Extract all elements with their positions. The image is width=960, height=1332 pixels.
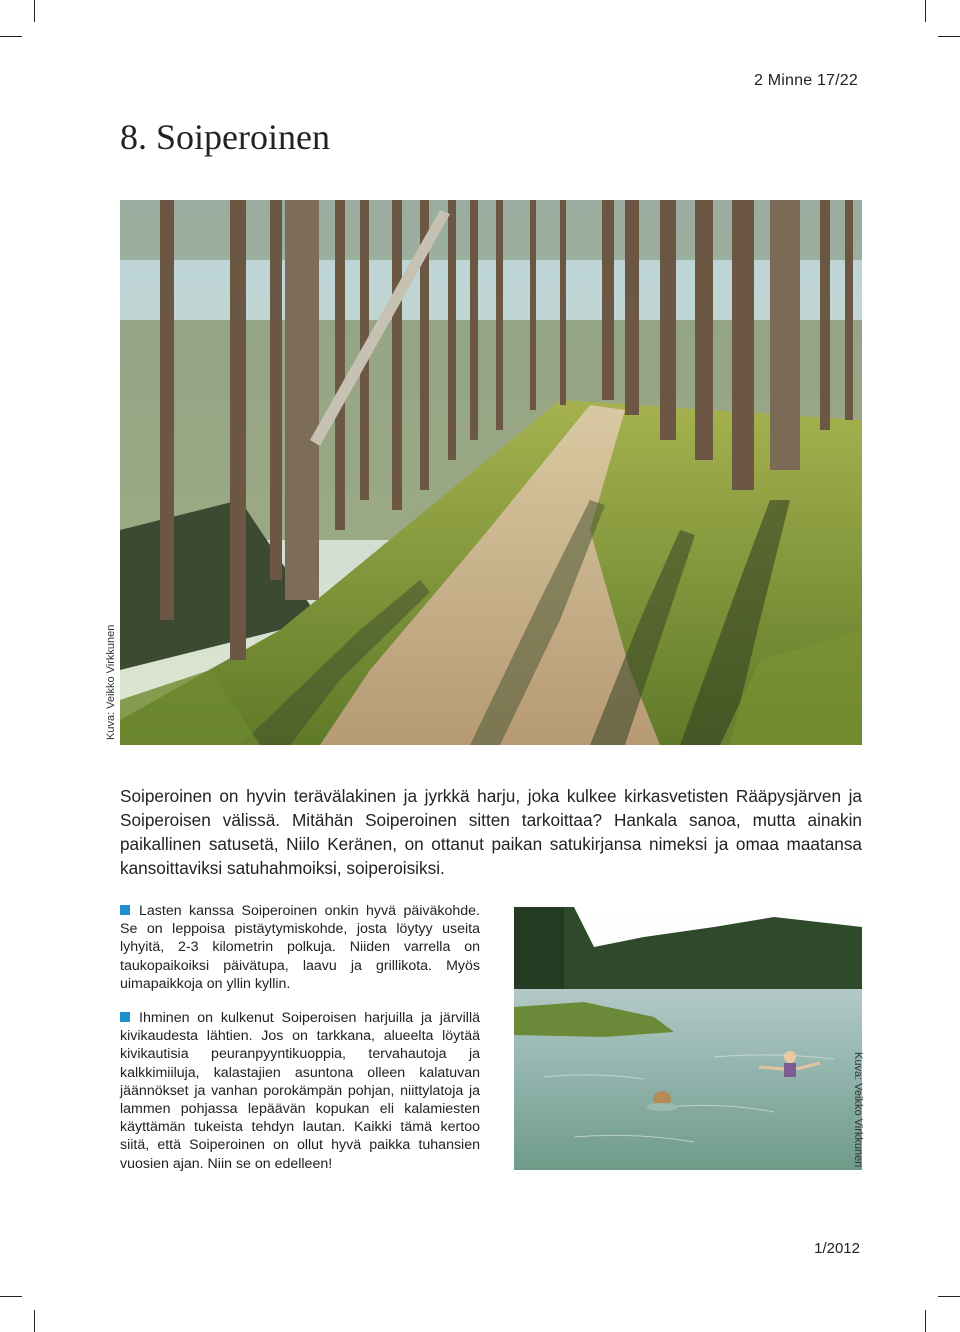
body-paragraph bbox=[120, 1009, 480, 1173]
crop-mark bbox=[34, 1310, 35, 1332]
body-column bbox=[120, 902, 480, 1189]
page-label: 2 Minne 17/22 bbox=[753, 72, 858, 89]
paragraph-text: Ihminen on kulkenut Soiperoisen harjuilla ja järvillä kivikaudesta lähtien. Jos on tarkkana, alueelta löytää kivikautisia peuranpyyntikuoppia, tervahautoja ja kalkkimiiluja, kalastajien asuntona olleen kalatuvan jäännökset ja vanhan porokämpän pohjan, niittylatoja ja lammen pohjassa lepäävän kopukan eli kalamiesten käyttämän tukeista tehdyn lautan. Kaikki tämä kertoo siitä, että Soiperoinen on ollut hyvä paikka tuhansien vuosien ajan. Niin se on edelleen! bbox=[120, 1010, 480, 1172]
lake-swimming-photo bbox=[514, 907, 862, 1170]
square-bullet-icon bbox=[120, 905, 130, 915]
crop-mark bbox=[34, 0, 35, 22]
intro-paragraph: Soiperoinen on hyvin terävälakinen ja jyrkkä harju, joka kulkee kirkasvetisten Rääpysjärven ja Soiperoisen välissä. Mitähän Soiperoinen sitten tarkoittaa? Hankala sanoa, mutta ainakin paikallinen satusetä, Niilo Keränen, on ottanut paikan satukirjansa nimeksi ja omaa maatansa kansoittaviksi satuhahmoiksi, soiperoisiksi. bbox=[120, 786, 862, 878]
paragraph-text: Lasten kanssa Soiperoinen onkin hyvä päiväkohde. Se on leppoisa pistäytymiskohde, josta löytyy useita lyhyitä, 2-3 kilometrin polkuja. Niiden varrella on taukopaikoiksi päivätupa, laavu ja grillikota. Myös uimapaikkoja on yllin kyllin. bbox=[120, 903, 480, 992]
issue-number: 1/2012 bbox=[814, 1240, 860, 1257]
crop-mark bbox=[938, 1296, 960, 1297]
body-paragraph bbox=[120, 902, 480, 993]
photo-credit: Kuva: Veikko Virkkunen bbox=[852, 1052, 864, 1168]
square-bullet-icon bbox=[120, 1012, 130, 1022]
crop-mark bbox=[925, 0, 926, 22]
page-title: 8. Soiperoinen bbox=[120, 117, 330, 157]
crop-mark bbox=[938, 36, 960, 37]
photo-credit: Kuva: Veikko Virkkunen bbox=[105, 624, 117, 740]
forest-path-photo bbox=[120, 200, 862, 745]
crop-mark bbox=[925, 1310, 926, 1332]
crop-mark bbox=[0, 1296, 22, 1297]
crop-mark bbox=[0, 36, 22, 37]
